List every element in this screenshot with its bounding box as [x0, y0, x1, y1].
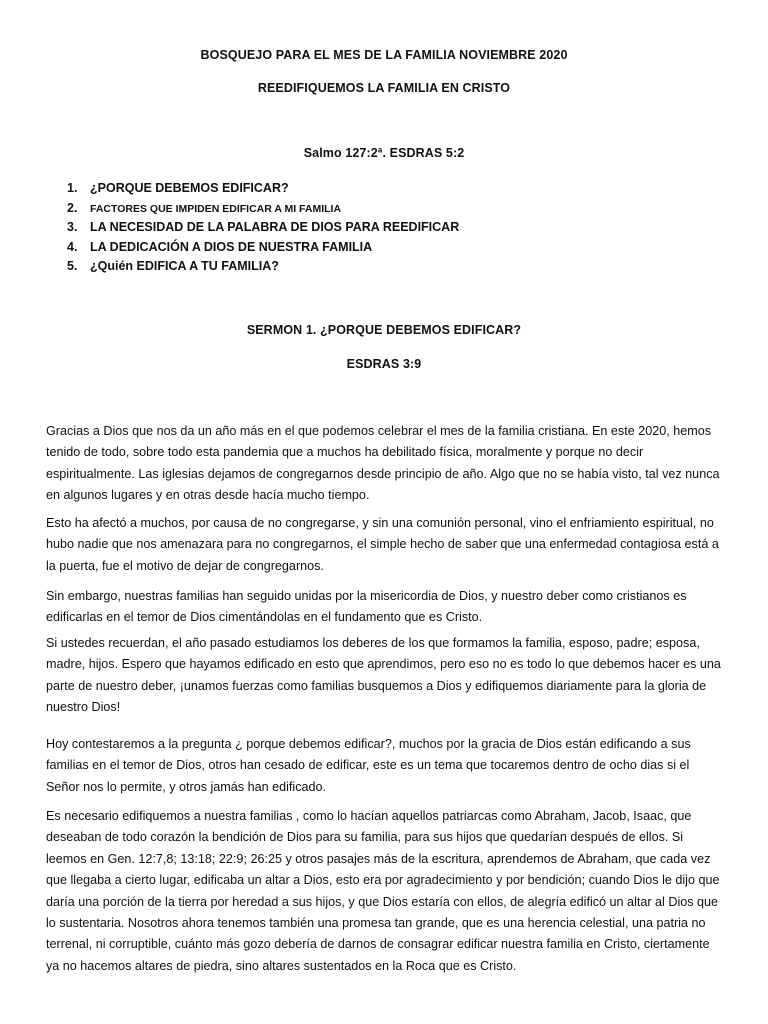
list-item-text: ¿Quién EDIFICA A TU FAMILIA?: [90, 259, 279, 273]
paragraph: Si ustedes recuerdan, el año pasado estudiamos los deberes de los que formamos la familia, esposo, padre; esposa, madre, hijos. Espero que hayamos edificado en esto que aprendimos, pero eso no es todo lo que debemos hacer es una parte de nuestro deber, ¡unamos fuerzas como familias busquemos a Dios y edifiquemos diariamente para la gloria de nuestro Dios!: [46, 636, 721, 715]
paragraph: Hoy contestaremos a la pregunta ¿ porque debemos edificar?, muchos por la gracia de Dios están edificando a sus familias en el temor de Dios, otros han cesado de edificar, este es un tema que tocaremos dentro de ocho dias si el Señor nos lo permite, y otros jamás han edificado.: [46, 737, 691, 794]
paragraph: Es necesario edifiquemos a nuestra familias , como lo hacían aquellos patriarcas como Abraham, Jacob, Isaac, que deseaban de todo corazón la bendición de Dios para su familia, para sus hijos que quedarían después de ellos. Si leemos en Gen. 12:7,8; 13:18; 22:9; 26:25 y otros pasajes más de la escritura, aprendemos de Abraham, que cada vez que llegaba a cierto lugar, edificaba un altar a Dios, esto era por agradecimiento y por bendición; cuando Dios le dijo que daría una porción de la tierra por heredad a sus hijos, y que Dios estaría con ellos, de alegría edificó un altar al Dios que lo sustentaria. Nosotros ahora tenemos también una promesa tan grande, que es una herencia celestial, una patria no terrenal, ni corruptible, cuánto más gozo debería de darnos de consagrar edificar nuestra familia en Cristo, ciertamente ya no hacemos altares de piedra, sino altares sustentados en la Roca que es Cristo.: [46, 809, 720, 973]
list-item: [67, 179, 459, 199]
list-item-number: 1.: [67, 181, 78, 195]
paragraph: Sin embargo, nuestras familias han seguido unidas por la misericordia de Dios, y nuestro deber como cristianos es edificarlas en el temor de Dios cimentándolas en el fundamento que es Cristo.: [46, 589, 687, 625]
list-item-text: LA NECESIDAD DE LA PALABRA DE DIOS PARA REEDIFICAR: [90, 220, 460, 234]
list-item-text: ¿PORQUE DEBEMOS EDIFICAR?: [90, 181, 289, 195]
document-title: BOSQUEJO PARA EL MES DE LA FAMILIA NOVIEMBRE 2020: [200, 48, 568, 62]
outline-list: [67, 179, 459, 277]
list-item: [67, 199, 459, 219]
list-item: [67, 257, 459, 277]
list-item-number: 4.: [67, 239, 78, 254]
list-item-text: FACTORES QUE IMPIDEN EDIFICAR A MI FAMILIA: [90, 202, 342, 215]
list-item-number: 3.: [67, 220, 78, 234]
sermon-reference: ESDRAS 3:9: [346, 357, 422, 371]
scripture-reference: Salmo 127:2ª. ESDRAS 5:2: [303, 146, 465, 160]
sermon-title: SERMON 1. ¿PORQUE DEBEMOS EDIFICAR?: [246, 323, 522, 337]
document-subtitle: REEDIFIQUEMOS LA FAMILIA EN CRISTO: [257, 81, 511, 95]
list-item-number: 2.: [67, 200, 78, 215]
list-item-number: 5.: [67, 259, 78, 273]
paragraph: Gracias a Dios que nos da un año más en el que podemos celebrar el mes de la familia cristiana. En este 2020, hemos tenido de todo, sobre todo esta pandemia que a muchos ha debilitado física, moralmente y porque no decir espiritualmente. Las iglesias dejamos de congregarnos desde principio de año. Algo que no se había visto, tal vez nunca en algunos lugares y en otras desde hacía mucho tiempo.: [46, 424, 720, 503]
paragraph: Esto ha afectó a muchos, por causa de no congregarse, y sin una comunión personal, vino el enfriamiento espiritual, no hubo nadie que nos amenazara para no congregarnos, el simple hecho de saber que una enfermedad contagiosa está a la puerta, fue el motivo de dejar de congregarnos.: [46, 516, 719, 573]
list-item: [67, 218, 459, 238]
list-item-text: LA DEDICACIÓN A DIOS DE NUESTRA FAMILIA: [90, 239, 373, 254]
list-item: [67, 238, 459, 258]
